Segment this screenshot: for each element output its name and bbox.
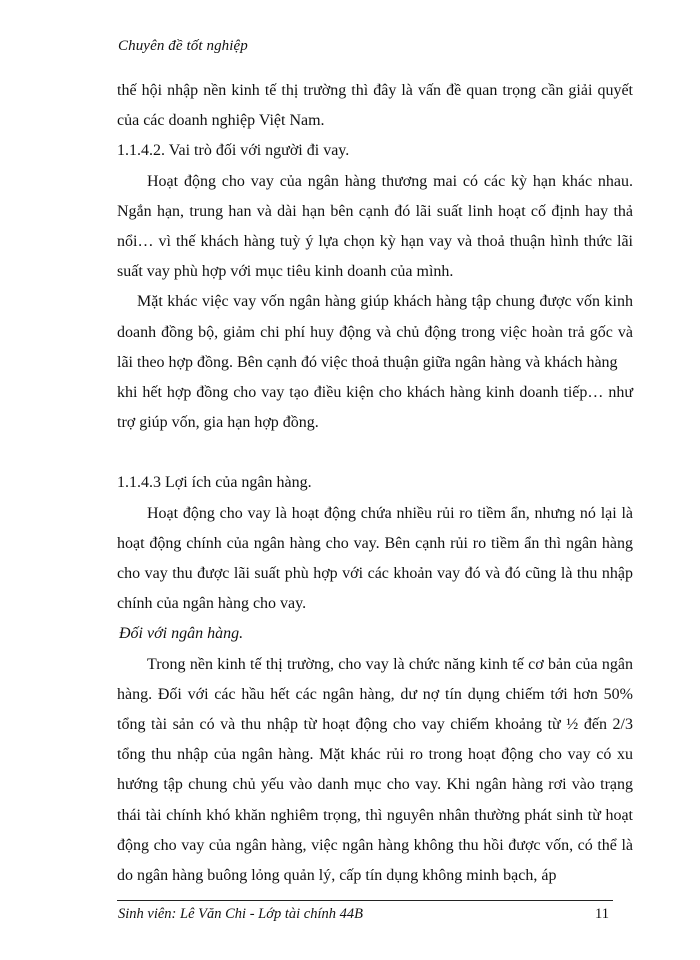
paragraph-contract-extension: khi hết hợp đồng cho vay tạo điều kiện cho khách hàng kinh doanh tiếp… như trợ giúp vốn, gia hạn hợp đồng. — [117, 384, 633, 432]
paragraph-continuation: thế hội nhập nền kinh tế thị trường thì đây là vấn đề quan trọng cần giải quyết của các doanh nghiệp Việt Nam. — [117, 82, 633, 130]
page-header: Chuyên đề tốt nghiệp — [118, 38, 248, 54]
blank-line — [117, 438, 633, 468]
footer-divider — [117, 900, 613, 901]
paragraph-market-economy: Trong nền kinh tế thị trường, cho vay là chức năng kinh tế cơ bản của ngân hàng. Đối với các hầu hết các ngân hàng, dư nợ tín dụng chiếm tới hơn 50% tổng tài sản có và thu nhập từ hoạt động cho vay chiếm khoảng từ ½ đến 2/3 tổng thu nhập của ngân hàng. Mặt khác rủi ro trong hoạt động cho vay có xu hướng tập chung chủ yếu vào danh mục cho vay. Khi ngân hàng rơi vào trạng thái tài chính khó khăn nghiêm trọng, thì nguyên nhân thường phát sinh từ hoạt động cho vay của ngân hàng, việc ngân hàng không thu hồi được vốn, có thể là do ngân hàng buông lỏng quản lý, cấp tín dụng không minh bạch, áp — [117, 655, 633, 885]
section-heading-1-1-4-2: 1.1.4.2. Vai trò đối với người đi vay. — [117, 142, 350, 160]
page-number: 11 — [595, 906, 609, 922]
paragraph-bank-benefits: Hoạt động cho vay là hoạt động chứa nhiều rủi ro tiềm ẩn, nhưng nó lại là hoạt động chính của ngân hàng cho vay. Bên cạnh rủi ro tiềm ẩn thì ngân hàng cho vay thu được lãi suất phù hợp với các khoản vay đó và đó cũng là thu nhập chính của ngân hàng cho vay. — [117, 504, 633, 613]
section-heading-1-1-4-3: 1.1.4.3 Lợi ích của ngân hàng. — [117, 474, 312, 492]
subheading-for-bank: Đối với ngân hàng. — [119, 625, 244, 643]
document-body — [117, 76, 633, 891]
paragraph-loan-terms: Hoạt động cho vay của ngân hàng thương mai có các kỳ hạn khác nhau. Ngắn hạn, trung han và dài hạn bên cạnh đó lãi suất linh hoạt cố định hay thả nổi… vì thế khách hàng tuỳ ý lựa chọn kỳ hạn vay và thoả thuận hình thức lãi suất vay phù hợp với mục tiêu kinh doanh của mình. — [117, 172, 633, 281]
paragraph-borrower-benefits: Mặt khác việc vay vốn ngân hàng giúp khách hàng tập chung được vốn kinh doanh đồng bộ, giảm chi phí huy động và chủ động trong việc hoàn trả gốc và lãi theo hợp đồng. Bên cạnh đó việc thoả thuận giữa ngân hàng và khách hàng — [117, 293, 633, 371]
footer-author: Sinh viên: Lê Văn Chi - Lớp tài chính 44B — [118, 906, 363, 922]
